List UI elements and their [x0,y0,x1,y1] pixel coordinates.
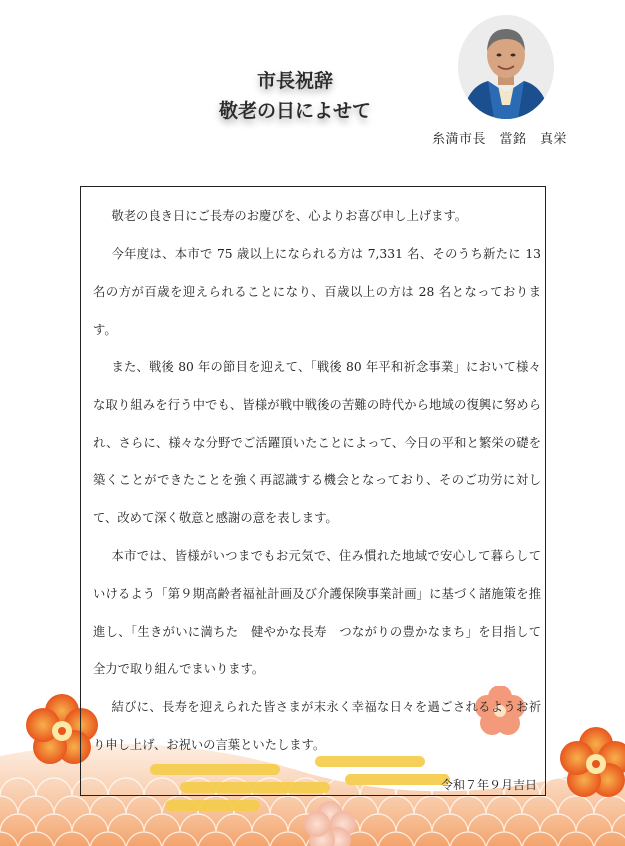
message-box [80,186,546,796]
mayor-portrait [458,15,554,119]
title-subheading: 敬老の日によせて [218,100,371,122]
title-heading: 市長祝辞 [256,70,333,92]
message-paragraph: 本市では、皆様がいつまでもお元気で、住み慣れた地域で安心して暮らしていけるよう「第９期高齢者福祉計画及び介護保険事業計画」に基づく諸施策を推進し、「生きがいに満ちた 健やかな長寿 つながりの豊かなまち」を目指して全力で取り組んでまいります。 [93,549,541,677]
plum-blossom-orange-right [560,727,625,797]
mayor-photo-image [458,15,554,119]
message-paragraph: 今年度は、本市で 75 歳以上になられる方は 7,331 名、そのうち新たに 13 名の方が百歳を迎えられることになり、百歳以上の方は 28 名となっております。 [93,247,541,337]
message-paragraph: 結びに、長寿を迎えられた皆さまが末永く幸福な日々を過ごされるようお祈り申し上げ、お祝いの言葉といたします。 [93,700,541,752]
message-paragraph: また、戦後 80 年の節目を迎えて、「戦後 80 年平和祈念事業」において様々な取り組みを行う中でも、皆様が戦中戦後の苦難の時代から地域の復興に努められ、さらに、様々な分野でご活躍頂いたことによって、今日の平和と繁栄の礎を築くことができたことを強く再認識する機会となっており、そのご功労に対して、改めて深く敬意と感謝の意を表します。 [93,360,541,526]
mayor-name: 糸満市長 當銘 真栄 [432,132,568,147]
message-paragraph: 敬老の良き日にご長寿のお慶びを、心よりお喜び申し上げます。 [111,209,468,223]
title-block [180,66,410,126]
message-date: 令和７年９月吉日 [440,778,537,792]
